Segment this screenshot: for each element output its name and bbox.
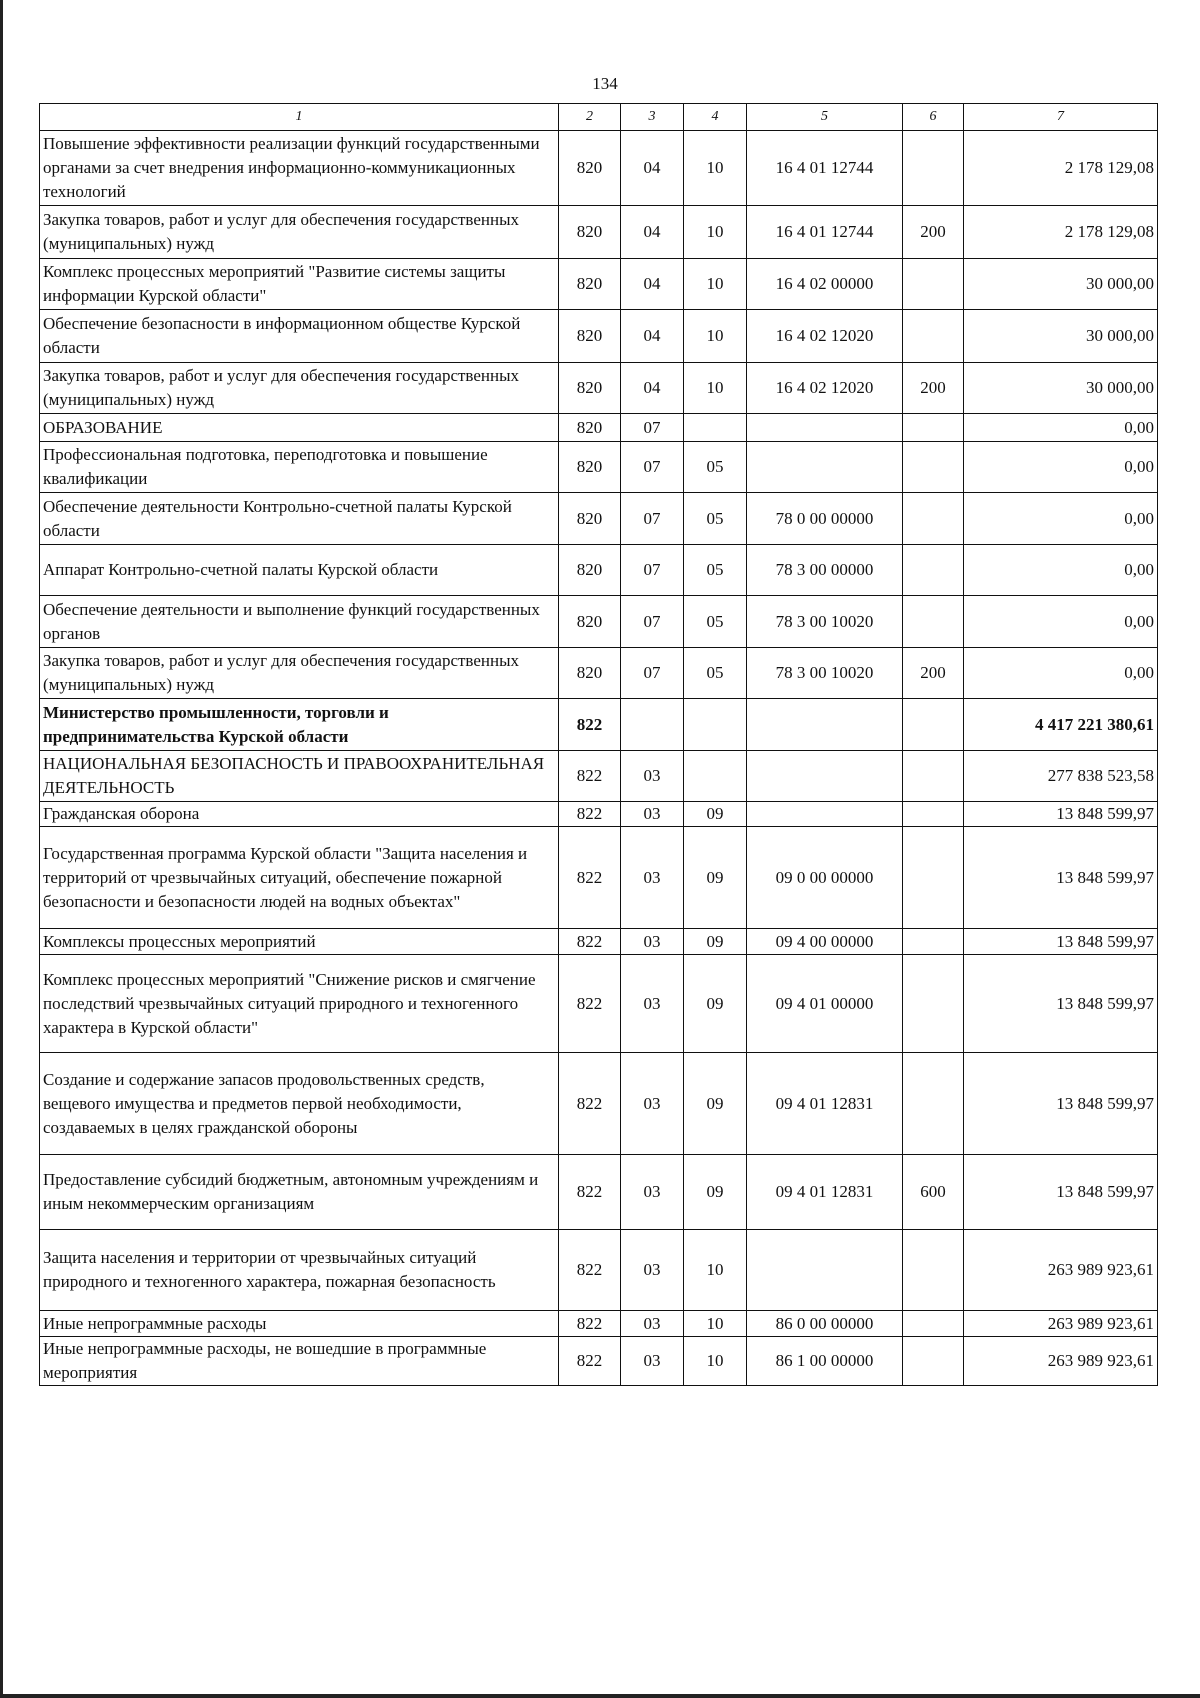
row-code-5-cell: 16 4 02 00000 — [747, 259, 903, 310]
row-code-4-cell: 05 — [684, 596, 747, 648]
row-amount-cell: 0,00 — [964, 648, 1158, 699]
row-code-2-cell: 822 — [559, 751, 621, 802]
row-amount-cell: 13 848 599,97 — [964, 1155, 1158, 1230]
row-code-4-cell: 05 — [684, 648, 747, 699]
header-cell: 2 — [559, 104, 621, 131]
row-code-5-cell: 09 4 01 00000 — [747, 955, 903, 1053]
table-row — [40, 206, 1158, 259]
row-name-cell: Обеспечение деятельности Контрольно-счетной палаты Курской области — [40, 493, 559, 545]
row-code-2-cell: 820 — [559, 131, 621, 206]
row-amount-cell: 13 848 599,97 — [964, 929, 1158, 955]
row-code-4-cell — [684, 414, 747, 442]
row-code-6-cell — [903, 929, 964, 955]
row-code-2-cell: 822 — [559, 802, 621, 827]
row-code-4-cell: 10 — [684, 310, 747, 363]
table-row — [40, 442, 1158, 493]
row-code-4-cell — [684, 699, 747, 751]
row-code-6-cell — [903, 414, 964, 442]
table-row — [40, 648, 1158, 699]
row-code-4-cell: 05 — [684, 442, 747, 493]
row-code-5-cell: 09 0 00 00000 — [747, 827, 903, 929]
row-code-3-cell: 04 — [621, 310, 684, 363]
row-name-cell: Закупка товаров, работ и услуг для обеспечения государственных (муниципальных) нужд — [40, 363, 559, 414]
row-code-3-cell: 03 — [621, 1053, 684, 1155]
row-code-6-cell — [903, 545, 964, 596]
row-code-6-cell — [903, 699, 964, 751]
row-code-3-cell: 03 — [621, 751, 684, 802]
row-code-6-cell — [903, 131, 964, 206]
scan-edge-bottom — [0, 1694, 1200, 1698]
row-code-4-cell: 05 — [684, 493, 747, 545]
row-code-2-cell: 820 — [559, 648, 621, 699]
row-code-2-cell: 820 — [559, 493, 621, 545]
row-name-cell: Государственная программа Курской области "Защита населения и территорий от чрезвычайных ситуаций, обеспечение пожарной безопасности и безопасности людей на водных объектах" — [40, 827, 559, 929]
row-code-5-cell: 78 0 00 00000 — [747, 493, 903, 545]
row-amount-cell: 2 178 129,08 — [964, 206, 1158, 259]
row-code-2-cell: 820 — [559, 259, 621, 310]
row-code-4-cell: 10 — [684, 131, 747, 206]
budget-table — [39, 103, 1158, 1386]
scan-edge-left — [0, 0, 3, 1698]
table-row — [40, 1311, 1158, 1337]
row-name-cell: Повышение эффективности реализации функций государственными органами за счет внедрения информационно-коммуникационных технологий — [40, 131, 559, 206]
row-name-cell: Закупка товаров, работ и услуг для обеспечения государственных (муниципальных) нужд — [40, 648, 559, 699]
row-name-cell: Комплекс процессных мероприятий "Снижение рисков и смягчение последствий чрезвычайных ситуаций природного и техногенного характера в Курской области" — [40, 955, 559, 1053]
row-code-4-cell: 10 — [684, 1337, 747, 1386]
row-code-5-cell — [747, 442, 903, 493]
row-code-5-cell: 78 3 00 10020 — [747, 596, 903, 648]
row-amount-cell: 0,00 — [964, 596, 1158, 648]
row-code-2-cell: 820 — [559, 596, 621, 648]
row-amount-cell: 0,00 — [964, 414, 1158, 442]
header-cell: 6 — [903, 104, 964, 131]
row-code-2-cell: 822 — [559, 1337, 621, 1386]
row-code-2-cell: 822 — [559, 929, 621, 955]
row-code-6-cell — [903, 955, 964, 1053]
row-code-4-cell: 09 — [684, 929, 747, 955]
table-row — [40, 802, 1158, 827]
row-code-2-cell: 820 — [559, 414, 621, 442]
row-code-6-cell — [903, 493, 964, 545]
row-code-2-cell: 820 — [559, 363, 621, 414]
row-amount-cell: 13 848 599,97 — [964, 1053, 1158, 1155]
row-name-cell: Министерство промышленности, торговли и предпринимательства Курской области — [40, 699, 559, 751]
row-code-5-cell: 16 4 02 12020 — [747, 363, 903, 414]
row-name-cell: Защита населения и территории от чрезвычайных ситуаций природного и техногенного характера, пожарная безопасность — [40, 1230, 559, 1311]
row-amount-cell: 0,00 — [964, 442, 1158, 493]
row-code-6-cell — [903, 751, 964, 802]
row-code-2-cell: 822 — [559, 1155, 621, 1230]
row-code-4-cell: 09 — [684, 1155, 747, 1230]
table-row — [40, 545, 1158, 596]
table-row — [40, 699, 1158, 751]
row-code-6-cell: 200 — [903, 363, 964, 414]
row-code-6-cell — [903, 596, 964, 648]
row-name-cell: Иные непрограммные расходы, не вошедшие в программные мероприятия — [40, 1337, 559, 1386]
row-code-3-cell: 03 — [621, 929, 684, 955]
table-row — [40, 363, 1158, 414]
table-row — [40, 596, 1158, 648]
header-cell: 3 — [621, 104, 684, 131]
row-amount-cell: 4 417 221 380,61 — [964, 699, 1158, 751]
row-code-5-cell — [747, 699, 903, 751]
row-code-3-cell: 07 — [621, 442, 684, 493]
row-code-5-cell: 09 4 01 12831 — [747, 1155, 903, 1230]
row-code-5-cell: 86 1 00 00000 — [747, 1337, 903, 1386]
row-code-5-cell: 16 4 01 12744 — [747, 131, 903, 206]
row-code-4-cell: 05 — [684, 545, 747, 596]
row-code-2-cell: 820 — [559, 310, 621, 363]
table-row — [40, 1053, 1158, 1155]
row-name-cell: Обеспечение деятельности и выполнение функций государственных органов — [40, 596, 559, 648]
table-row — [40, 955, 1158, 1053]
row-code-2-cell: 820 — [559, 442, 621, 493]
row-code-5-cell — [747, 1230, 903, 1311]
row-code-4-cell — [684, 751, 747, 802]
row-name-cell: Аппарат Контрольно-счетной палаты Курской области — [40, 545, 559, 596]
row-code-3-cell: 03 — [621, 1155, 684, 1230]
row-amount-cell: 30 000,00 — [964, 363, 1158, 414]
row-code-5-cell: 09 4 00 00000 — [747, 929, 903, 955]
row-name-cell: Создание и содержание запасов продовольственных средств, вещевого имущества и предметов первой необходимости, создаваемых в целях гражданской обороны — [40, 1053, 559, 1155]
row-code-3-cell: 03 — [621, 1337, 684, 1386]
row-code-4-cell: 10 — [684, 1311, 747, 1337]
row-code-6-cell: 200 — [903, 206, 964, 259]
row-code-4-cell: 10 — [684, 206, 747, 259]
row-code-5-cell — [747, 802, 903, 827]
row-code-2-cell: 822 — [559, 699, 621, 751]
row-code-4-cell: 09 — [684, 802, 747, 827]
row-name-cell: Закупка товаров, работ и услуг для обеспечения государственных (муниципальных) нужд — [40, 206, 559, 259]
row-code-5-cell — [747, 751, 903, 802]
row-name-cell: Предоставление субсидий бюджетным, автономным учреждениям и иным некоммерческим организациям — [40, 1155, 559, 1230]
row-name-cell: Комплекс процессных мероприятий "Развитие системы защиты информации Курской области" — [40, 259, 559, 310]
row-code-3-cell: 03 — [621, 827, 684, 929]
row-code-3-cell: 07 — [621, 493, 684, 545]
row-code-6-cell: 200 — [903, 648, 964, 699]
row-code-6-cell — [903, 827, 964, 929]
row-code-5-cell: 78 3 00 00000 — [747, 545, 903, 596]
row-code-3-cell: 07 — [621, 414, 684, 442]
row-code-3-cell: 07 — [621, 596, 684, 648]
row-code-5-cell: 86 0 00 00000 — [747, 1311, 903, 1337]
header-cell: 7 — [964, 104, 1158, 131]
row-code-6-cell — [903, 310, 964, 363]
row-code-2-cell: 822 — [559, 827, 621, 929]
row-amount-cell: 277 838 523,58 — [964, 751, 1158, 802]
page-number: 134 — [592, 74, 618, 93]
row-code-3-cell: 04 — [621, 259, 684, 310]
row-amount-cell: 13 848 599,97 — [964, 955, 1158, 1053]
row-code-5-cell: 16 4 02 12020 — [747, 310, 903, 363]
table-row — [40, 493, 1158, 545]
row-code-4-cell: 10 — [684, 1230, 747, 1311]
row-code-3-cell: 03 — [621, 1311, 684, 1337]
row-code-6-cell — [903, 1053, 964, 1155]
row-amount-cell: 13 848 599,97 — [964, 827, 1158, 929]
row-code-3-cell: 04 — [621, 131, 684, 206]
table-row — [40, 1155, 1158, 1230]
header-cell: 1 — [40, 104, 559, 131]
row-name-cell: Обеспечение безопасности в информационном обществе Курской области — [40, 310, 559, 363]
row-code-2-cell: 822 — [559, 1230, 621, 1311]
row-amount-cell: 0,00 — [964, 545, 1158, 596]
row-name-cell: Профессиональная подготовка, переподготовка и повышение квалификации — [40, 442, 559, 493]
table-row — [40, 1337, 1158, 1386]
row-code-6-cell — [903, 442, 964, 493]
row-code-2-cell: 820 — [559, 545, 621, 596]
row-code-4-cell: 09 — [684, 1053, 747, 1155]
table-row — [40, 310, 1158, 363]
row-code-5-cell — [747, 414, 903, 442]
row-name-cell: Комплексы процессных мероприятий — [40, 929, 559, 955]
row-code-3-cell: 03 — [621, 802, 684, 827]
row-name-cell: НАЦИОНАЛЬНАЯ БЕЗОПАСНОСТЬ И ПРАВООХРАНИТЕЛЬНАЯ ДЕЯТЕЛЬНОСТЬ — [40, 751, 559, 802]
table-row — [40, 414, 1158, 442]
row-code-5-cell: 16 4 01 12744 — [747, 206, 903, 259]
row-amount-cell: 13 848 599,97 — [964, 802, 1158, 827]
row-code-2-cell: 820 — [559, 206, 621, 259]
row-code-3-cell — [621, 699, 684, 751]
row-amount-cell: 263 989 923,61 — [964, 1337, 1158, 1386]
row-code-4-cell: 09 — [684, 955, 747, 1053]
row-name-cell: Гражданская оборона — [40, 802, 559, 827]
row-code-3-cell: 04 — [621, 206, 684, 259]
row-code-6-cell — [903, 1337, 964, 1386]
table-header-row — [40, 104, 1158, 131]
row-code-3-cell: 03 — [621, 1230, 684, 1311]
header-cell: 5 — [747, 104, 903, 131]
row-code-3-cell: 03 — [621, 955, 684, 1053]
row-name-cell: ОБРАЗОВАНИЕ — [40, 414, 559, 442]
row-code-6-cell: 600 — [903, 1155, 964, 1230]
table-row — [40, 751, 1158, 802]
row-code-6-cell — [903, 259, 964, 310]
row-amount-cell: 30 000,00 — [964, 259, 1158, 310]
row-code-5-cell: 78 3 00 10020 — [747, 648, 903, 699]
table-row — [40, 929, 1158, 955]
row-name-cell: Иные непрограммные расходы — [40, 1311, 559, 1337]
row-code-2-cell: 822 — [559, 1311, 621, 1337]
row-code-2-cell: 822 — [559, 1053, 621, 1155]
row-code-3-cell: 04 — [621, 363, 684, 414]
row-code-6-cell — [903, 1311, 964, 1337]
table-row — [40, 259, 1158, 310]
row-code-2-cell: 822 — [559, 955, 621, 1053]
row-amount-cell: 0,00 — [964, 493, 1158, 545]
table-row — [40, 827, 1158, 929]
table-row — [40, 1230, 1158, 1311]
row-code-4-cell: 10 — [684, 363, 747, 414]
row-amount-cell: 30 000,00 — [964, 310, 1158, 363]
header-cell: 4 — [684, 104, 747, 131]
row-code-5-cell: 09 4 01 12831 — [747, 1053, 903, 1155]
row-amount-cell: 2 178 129,08 — [964, 131, 1158, 206]
row-code-6-cell — [903, 802, 964, 827]
row-amount-cell: 263 989 923,61 — [964, 1311, 1158, 1337]
row-code-4-cell: 09 — [684, 827, 747, 929]
row-code-6-cell — [903, 1230, 964, 1311]
row-code-3-cell: 07 — [621, 545, 684, 596]
row-code-3-cell: 07 — [621, 648, 684, 699]
row-code-4-cell: 10 — [684, 259, 747, 310]
table-row — [40, 131, 1158, 206]
row-amount-cell: 263 989 923,61 — [964, 1230, 1158, 1311]
